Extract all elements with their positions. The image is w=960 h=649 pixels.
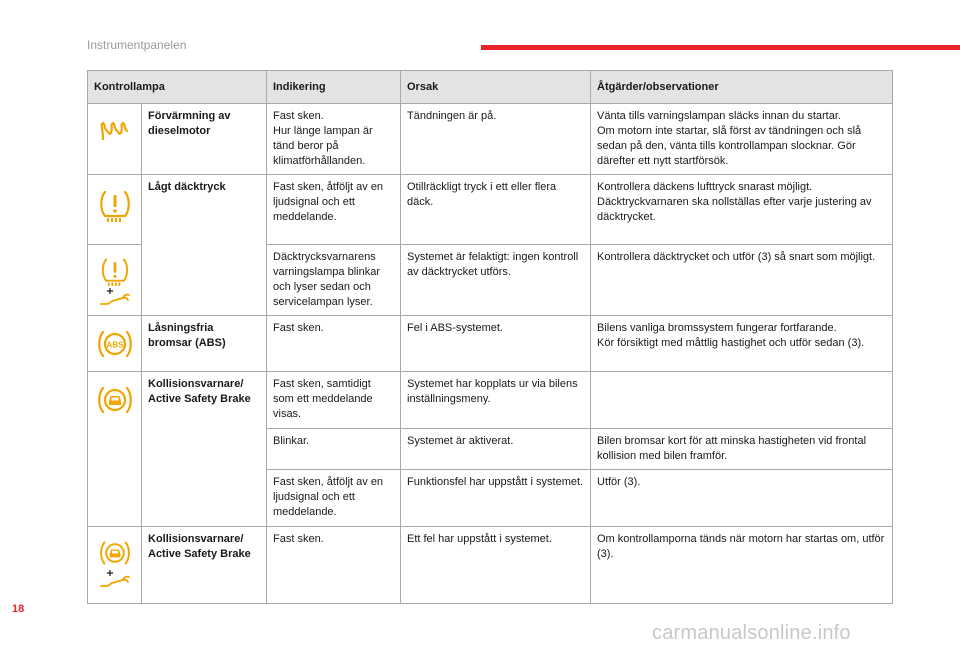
indication-cell: Fast sken, åtföljt av en ljudsignal och ett meddelande. — [267, 470, 401, 527]
indication-cell: Fast sken, samtidigt som ett meddelande visas. — [267, 372, 401, 429]
page-number: 18 — [12, 603, 25, 615]
lamp-name: Låsningsfria bromsar (ABS) — [142, 316, 267, 372]
action-cell: Kontrollera däckens lufttryck snarast möjligt. Däcktryckvarnaren ska nollställas efter varje justering av däcktrycket. — [591, 175, 893, 245]
action-cell: Kontrollera däcktrycket och utför (3) så snart som möjligt. — [591, 245, 893, 316]
table-header-row — [88, 71, 893, 104]
collision-warning-icon — [97, 538, 133, 568]
tyre-pressure-icon — [97, 188, 133, 222]
header-accent-bar — [481, 45, 960, 50]
svg-text:ABS: ABS — [106, 340, 123, 350]
collision-warning-icon — [97, 383, 133, 417]
abs-icon — [97, 327, 133, 361]
lamp-name: Kollisionsvarnare/ Active Safety Brake — [142, 527, 267, 604]
indication-cell: Blinkar. — [267, 429, 401, 470]
tyre-pressure-icon — [97, 256, 133, 286]
icon-cell — [88, 245, 142, 316]
column-header-lamp: Kontrollampa — [88, 71, 267, 104]
action-cell: Om kontrollamporna tänds när motorn har startas om, utför (3). — [591, 527, 893, 604]
lamp-name: Förvärmning av dieselmotor — [142, 104, 267, 175]
table-row — [88, 104, 893, 175]
indication-cell: Fast sken, åtföljt av en ljudsignal och ett meddelande. — [267, 175, 401, 245]
lamp-name: Kollisionsvarnare/ Active Safety Brake — [142, 372, 267, 527]
warning-lamp-table — [87, 70, 893, 604]
table-row — [88, 316, 893, 372]
cause-cell: Otillräckligt tryck i ett eller flera däck. — [401, 175, 591, 245]
section-title: Instrumentpanelen — [87, 38, 187, 52]
table-row — [88, 527, 893, 604]
watermark: carmanualsonline.info — [652, 622, 851, 644]
column-header-action: Åtgärder/observationer — [591, 71, 893, 104]
icon-cell — [88, 316, 142, 372]
cause-cell: Tändningen är på. — [401, 104, 591, 175]
icon-cell — [88, 527, 142, 604]
cause-cell: Funktionsfel har uppstått i systemet. — [401, 470, 591, 527]
table-row — [88, 372, 893, 429]
service-wrench-icon — [97, 568, 133, 590]
indication-cell: Fast sken. — [267, 527, 401, 604]
column-header-indication: Indikering — [267, 71, 401, 104]
service-wrench-icon — [97, 286, 133, 308]
table-row — [88, 175, 893, 245]
action-cell: Bilens vanliga bromssystem fungerar fortfarande. Kör försiktigt med måttlig hastighet och utför sedan (3). — [591, 316, 893, 372]
column-header-cause: Orsak — [401, 71, 591, 104]
cause-cell: Fel i ABS-systemet. — [401, 316, 591, 372]
indication-cell: Däcktrycksvarnarens varningslampa blinkar och lyser sedan och servicelampan lyser. — [267, 245, 401, 316]
glow-plug-icon — [97, 117, 133, 147]
action-cell: Bilen bromsar kort för att minska hastigheten vid frontal kollision med bilen framför. — [591, 429, 893, 470]
indication-cell: Fast sken. Hur länge lampan är tänd beror på klimatförhållanden. — [267, 104, 401, 175]
cause-cell: Systemet har kopplats ur via bilens inställningsmeny. — [401, 372, 591, 429]
icon-cell — [88, 372, 142, 527]
lamp-name: Lågt däcktryck — [142, 175, 267, 316]
icon-cell — [88, 104, 142, 175]
cause-cell: Systemet är aktiverat. — [401, 429, 591, 470]
action-cell: Vänta tills varningslampan släcks innan du startar. Om motorn inte startar, slå först av tändningen och slå sedan på den, vänta tills kontrollampan slocknar. Gör därefter ett nytt startförsök. — [591, 104, 893, 175]
indication-cell: Fast sken. — [267, 316, 401, 372]
action-cell: Utför (3). — [591, 470, 893, 527]
cause-cell: Ett fel har uppstått i systemet. — [401, 527, 591, 604]
action-cell — [591, 372, 893, 429]
icon-cell — [88, 175, 142, 245]
cause-cell: Systemet är felaktigt: ingen kontroll av däcktrycket utförs. — [401, 245, 591, 316]
